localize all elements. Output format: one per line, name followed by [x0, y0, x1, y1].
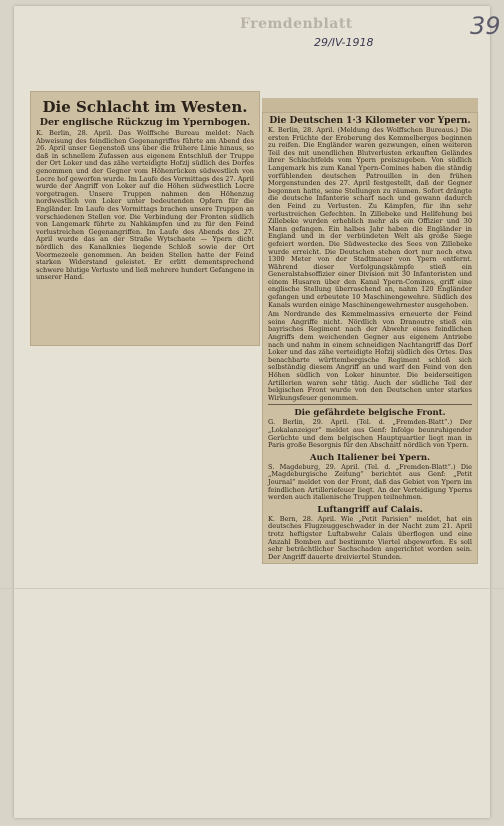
section-title-calais: Luftangriff auf Calais.: [317, 504, 423, 515]
section-title-belgian-front: Die gefährdete belgische Front.: [294, 408, 446, 419]
section-body-italians: S. Magdeburg, 29. April. (Tel. d. „Fremden-Blatt“.) Die „Magdeburgische Zeitung“ berichtet aus Genf: „Petit Journal“ meldet von der Front, daß das Gebiet von Ypern im feindlichen Artilleriefeuer liegt. An der Verteidigung Yperns werden auch italienische Truppen teilnehmen.: [268, 462, 472, 502]
right-clipping-top-strip: [262, 98, 478, 112]
handwritten-date: 29/IV-1918: [314, 36, 374, 49]
section-title-italians: Auch Italiener bei Ypern.: [310, 452, 430, 463]
right-headline: Die Deutschen 1·3 Kilometer vor Ypern.: [269, 116, 471, 126]
page-number: 39: [470, 12, 501, 40]
left-body: K. Berlin, 28. April. Das Wolffsche Bureau meldet: Nach Abweisung des feindlichen Gegenangriffes führte am Abend des 26. April unser Gegenstoß uns über die frühere Linie hinaus, so daß in schnellem Zufassen aus eigenem Entschluß der Truppe der Ort Loker und das zähe verteidigte Hofzij südlich des Dorfes genommen und der Gegner vom Höhenrücken südwestlich von Locre hof geworfen wurde. Im Laufe des Vormittags des 27. April wurde der Angriff von Loker auf die Höhen südwestlich Locre vorgetragen. Unsere Truppen nahmen den Höhenzug nordwestlich von Loker unter bedeutenden Opfern für die Engländer. Im Laufe des Vormittags brachen unsere Truppen an verschiedenen Stellen vor. Die Verbindung der Fronten südlich von Langemark führte zu Nahkämpfen und zu für den Feind verlustreichen Gegenangriffen. Im Laufe des Abends des 27. April wurde das an der Straße Wytschaete — Ypern dicht nördlich des Kanalknies liegende Schloß sowie der Ort Voormezeele genommen. An beiden Stellen hatte der Feind starken Widerstand geleistet. Er erlitt dementsprechend schwere blutige Verluste und ließ mehrere hundert Gefangene in unserer Hand.: [36, 129, 254, 282]
newspaper-stamp: Fremdenblatt: [240, 16, 353, 32]
left-headline: Die Schlacht im Westen.: [42, 98, 248, 116]
right-paragraph-2: Am Nordrande des Kemmelmassivs erneuerte der Feind seine Angriffe nicht. Nördlich von Dranoutre stieß ein bayrisches Regiment nach der Abwehr eines feindlichen Angriffs dem weichenden Gegner aus eigenem Antriebe nach und nahm in einem schneidigen Nachtangriff das Dorf Loker und das zähe verteidigte Hofzij südlich des Ortes. Das benachbarte württembergische Regiment schloß sich selbständig diesem Angriff an und warf den Feind von den Höhen südlich von Loker hinunter. Die beiderseitigen Artillerien waren sehr tätig. Auch der südliche Teil der belgischen Front wurde von den Deutschen unter starkes Wirkungsfeuer genommen.: [268, 310, 472, 402]
left-subhead: Der englische Rückzug im Ypernbogen.: [39, 117, 251, 128]
section-body-calais: K. Bern, 28. April. Wie „Petit Parisien“ meldet, hat ein deutsches Flugzeuggeschwader in der Nacht zum 21. April trotz heftigster Luftabwehr Calais überflogen und eine Anzahl Bomben auf bestimmte Viertel abgeworfen. Es soll sehr beträchtlicher Sachschaden angerichtet worden sein. Der Angriff dauerte dreiviertel Stunden.: [268, 514, 472, 561]
page-crease: [0, 588, 504, 589]
section-body-belgian-front: G. Berlin, 29. April. (Tel. d. „Fremden-Blatt“.) Der „Lokalanzeiger“ meldet aus Genf: Infolge beunruhigender Gerüchte und dem belgischen Hauptquartier liegt man in Paris große Besorgnis für den Abschnitt nördlich von Ypern.: [268, 418, 472, 450]
left-clipping: [30, 91, 260, 346]
divider: [268, 404, 472, 405]
right-paragraph-1: K. Berlin, 28. April. (Meldung des Wolffschen Bureaus.) Die ersten Früchte der Eroberung des Kemmelberges beginnen zu reifen. Die Engländer waren gezwungen, einen weiteren Teil des mit unendlichen Blutverlusten erkauften Geländes ihrer Schlachtfelds vom Ypern preiszugeben. Von südlich Langemark bis zum Kanal Ypern-Comines haben die ständig vorfühlenden deutschen Patrouillen in den frühen Morgenstunden des 27. April festgestellt, daß der Gegner begonnen hatte, seine Stellungen zu räumen. Sofort drängte die deutsche Infanterie scharf nach und gewann dadurch den Feind zu Verlusten. Zu Kämpfen, für ihn sehr verlustreichen Gefechten. In Zillebeke und Hellfehung bei Zillebeke wurden erheblich mehr als ein Offizier und 30 Mann gefangen. Ein halbes Jahr haben die Engländer in England und in der verbündeten Welt als große Siege gefeiert worden. Die Südwestecke des Sees von Zillebeke wurde erreicht. Die Deutschen stehen dort nur noch etwa 1300 Meter von der Stadtmauer von Ypern entfernt. Während dieser Verfolgungskämpfe stieß ein Generalstabsoffizier einer Division mit 30 Infanteristen und einem Husaren über den Kanal Ypern-Comines, griff eine englische Stellung überraschend an, nahm 120 Engländer gefangen und erbeutete 10 Maschinengewehre. Südlich des Kanals wurden einige Maschinengewehrnester ausgehoben.: [268, 126, 472, 309]
right-clipping: [262, 112, 478, 564]
